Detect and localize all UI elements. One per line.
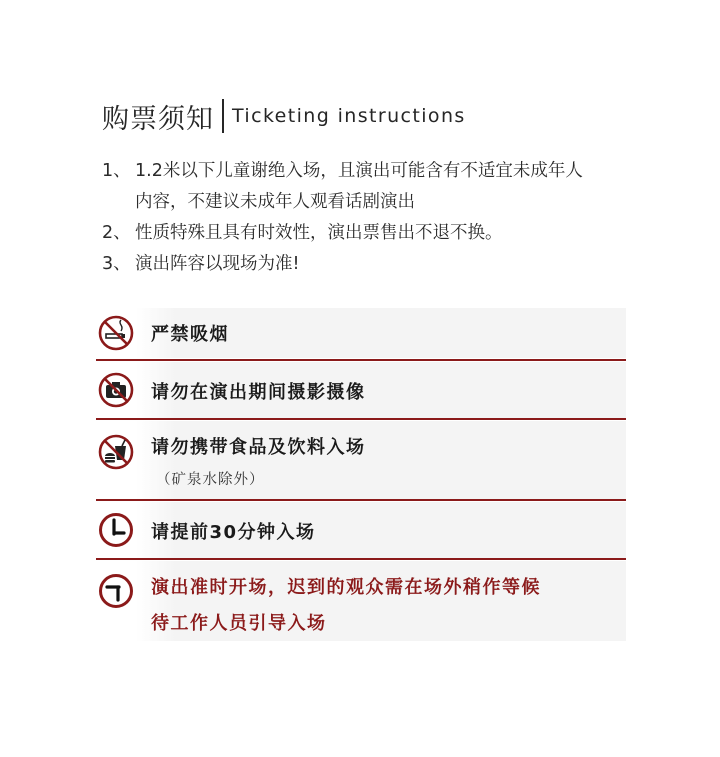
rule-divider — [96, 499, 626, 501]
rule-item-no-camera — [96, 362, 626, 418]
rule-divider — [96, 359, 626, 361]
rule-text-warning — [151, 570, 541, 642]
note-number: 2、 — [102, 223, 131, 243]
rule-text: 严禁吸烟 — [151, 324, 229, 345]
rule-divider — [96, 418, 626, 420]
note-item — [102, 218, 672, 249]
rule-line: 演出准时开场，迟到的观众需在场外稍作等候 — [151, 577, 541, 598]
clock-icon — [98, 573, 134, 609]
note-text — [135, 156, 672, 218]
heading-english: Ticketing instructions — [232, 105, 466, 127]
rule-text: 请勿携带食品及饮料入场 — [151, 437, 366, 458]
no-camera-icon — [98, 372, 134, 408]
no-food-drink-icon — [98, 434, 134, 470]
rule-subtext: （矿泉水除外） — [156, 472, 265, 488]
rule-line: 待工作人员引导入场 — [151, 613, 327, 634]
heading-chinese: 购票须知 — [102, 103, 214, 135]
note-text: 性质特殊且具有时效性，演出票售出不退不换。 — [135, 223, 503, 243]
note-line: 1.2米以下儿童谢绝入场，且演出可能含有不适宜未成年人 — [135, 161, 583, 181]
rule-item-arrive-early — [96, 502, 626, 558]
note-number: 1、 — [102, 161, 131, 181]
clock-icon — [98, 512, 134, 548]
section-heading — [102, 96, 466, 136]
rule-text: 请勿在演出期间摄影摄像 — [151, 382, 366, 403]
rule-item-no-smoking — [96, 308, 626, 358]
no-smoking-icon — [98, 315, 134, 351]
heading-divider — [222, 99, 224, 133]
note-item — [102, 249, 672, 280]
rule-divider — [96, 558, 626, 560]
note-item — [102, 156, 672, 218]
notes-list — [102, 156, 672, 280]
note-text: 演出阵容以现场为准! — [135, 254, 300, 274]
rule-item-no-food — [96, 421, 626, 499]
note-line: 内容，不建议未成年人观看话剧演出 — [135, 192, 415, 212]
rule-item-punctual — [96, 561, 626, 641]
rule-text: 请提前30分钟入场 — [151, 522, 316, 543]
note-number: 3、 — [102, 254, 131, 274]
